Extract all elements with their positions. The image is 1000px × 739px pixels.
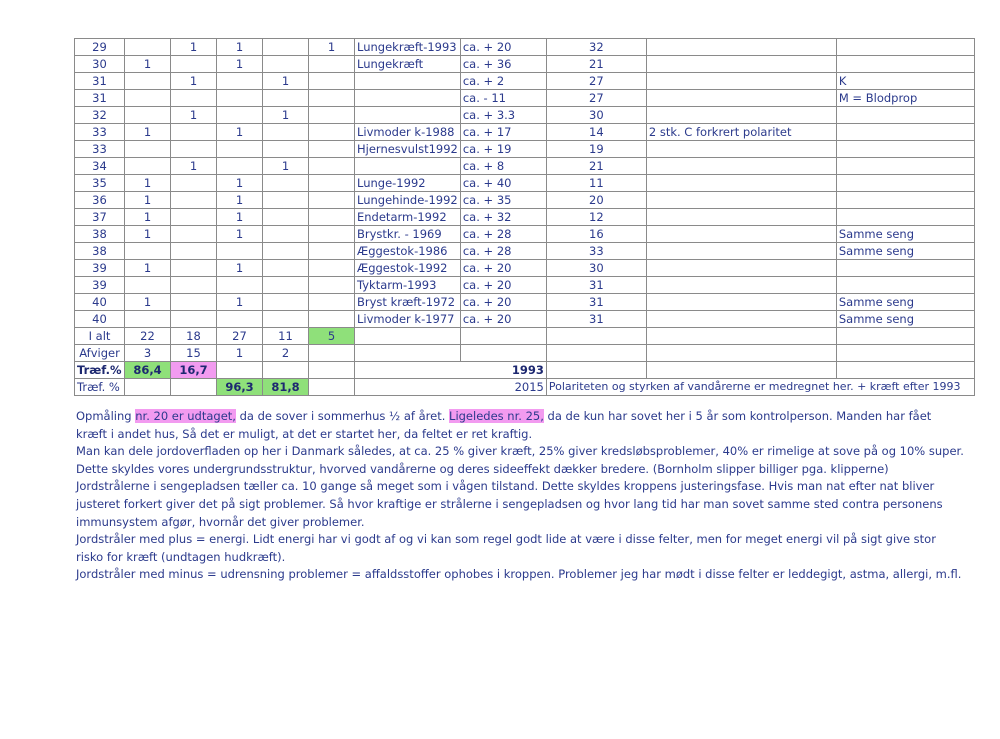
table-cell [217, 311, 263, 328]
table-cell: ca. + 19 [460, 141, 546, 158]
table-cell: 27 [546, 73, 646, 90]
table-cell [217, 158, 263, 175]
table-cell [309, 192, 355, 209]
table-cell [217, 141, 263, 158]
data-table [74, 38, 975, 396]
summary-label: I alt [75, 328, 125, 345]
table-cell [646, 226, 836, 243]
table-cell [263, 311, 309, 328]
table-cell [263, 141, 309, 158]
table-cell [171, 277, 217, 294]
table-row [75, 90, 975, 107]
table-cell [836, 175, 974, 192]
note-line: justeret forkert giver det på sigt problemer. Så hvor kraftige er strålerne i sengepladsen og hvor lang tid har man sovet samme sted contra personens [76, 496, 943, 511]
table-cell: 29 [75, 39, 125, 56]
table-cell [263, 243, 309, 260]
table-cell: 1 [217, 39, 263, 56]
table-cell: 1 [309, 39, 355, 56]
table-cell [646, 311, 836, 328]
table-cell [836, 39, 974, 56]
table-cell [171, 141, 217, 158]
table-cell: 16 [546, 226, 646, 243]
table-cell: 31 [75, 73, 125, 90]
table-cell [646, 73, 836, 90]
table-cell: 1 [217, 294, 263, 311]
note-line: risko for kræft (undtagen hudkræft). [76, 549, 286, 564]
summary-cell-highlighted: 86,4 [125, 362, 171, 379]
table-cell: Samme seng [836, 243, 974, 260]
table-cell [309, 73, 355, 90]
table-cell [217, 90, 263, 107]
table-cell [836, 141, 974, 158]
table-cell: 38 [75, 243, 125, 260]
table-body [75, 39, 975, 328]
table-cell: Endetarm-1992 [355, 209, 461, 226]
summary-cell-highlighted: 96,3 [217, 379, 263, 396]
table-cell [646, 209, 836, 226]
table-cell: K [836, 73, 974, 90]
table-cell: 2 stk. C forkrert polaritet [646, 124, 836, 141]
note-line: immunsystem afgør, hvornår det giver problemer. [76, 514, 365, 529]
table-cell [171, 226, 217, 243]
table-cell [355, 158, 461, 175]
table-cell: ca. + 36 [460, 56, 546, 73]
table-cell: 39 [75, 260, 125, 277]
table-cell [836, 277, 974, 294]
table-cell [125, 73, 171, 90]
table-cell [836, 209, 974, 226]
table-cell [309, 107, 355, 124]
table-cell: ca. + 20 [460, 277, 546, 294]
table-cell [171, 311, 217, 328]
summary-cell-highlighted: 16,7 [171, 362, 217, 379]
table-cell: Samme seng [836, 311, 974, 328]
table-cell [646, 90, 836, 107]
note-text: Opmåling [76, 409, 136, 423]
table-cell [309, 175, 355, 192]
table-cell: 39 [75, 277, 125, 294]
summary-label: Træf.% [75, 362, 125, 379]
highlight-nr-25: Ligeledes nr. 25, [449, 409, 544, 423]
summary-cell: 1 [217, 345, 263, 362]
table-cell: 1 [217, 260, 263, 277]
table-cell: 1 [171, 158, 217, 175]
table-cell: Lungehinde-1992 [355, 192, 461, 209]
table-cell: 31 [75, 90, 125, 107]
summary-cell: 22 [125, 328, 171, 345]
summary-row-afviger [75, 345, 975, 362]
table-row [75, 260, 975, 277]
table-cell [646, 277, 836, 294]
table-row [75, 311, 975, 328]
table-cell: 38 [75, 226, 125, 243]
table-cell: ca. + 32 [460, 209, 546, 226]
table-cell [171, 243, 217, 260]
table-row [75, 107, 975, 124]
table-cell: Samme seng [836, 294, 974, 311]
highlight-nr-20: nr. 20 er udtaget, [135, 409, 236, 423]
notes-text [76, 408, 964, 584]
note-line: Dette skyldes vores undergrundsstruktur, hvorved vandårerne og deres sideeffekt dækker bredere. (Bornholm slipper billiger pga. klipperne) [76, 461, 889, 476]
table-cell: ca. + 3.3 [460, 107, 546, 124]
table-cell [125, 141, 171, 158]
table-row [75, 73, 975, 90]
table-cell [125, 243, 171, 260]
table-cell [171, 209, 217, 226]
table-row [75, 56, 975, 73]
table-cell [309, 226, 355, 243]
table-cell [836, 158, 974, 175]
table-cell [836, 192, 974, 209]
table-row [75, 243, 975, 260]
table-cell: ca. + 35 [460, 192, 546, 209]
table-cell: 20 [546, 192, 646, 209]
table-row [75, 226, 975, 243]
table-cell [263, 294, 309, 311]
table-cell: 1 [217, 226, 263, 243]
table-cell: 1 [125, 209, 171, 226]
table-cell [125, 90, 171, 107]
table-row [75, 124, 975, 141]
table-cell [125, 311, 171, 328]
table-cell: 1 [263, 107, 309, 124]
table-cell: Tyktarm-1993 [355, 277, 461, 294]
table-cell [171, 294, 217, 311]
table-cell [646, 243, 836, 260]
year-cell: 2015 [355, 379, 547, 396]
note-line: Jordstråler med minus = udrensning problemer = affaldsstoffer ophobes i kroppen. Problemer jeg har mødt i disse felter er leddegigt, astma, allergi, m.fl. [76, 567, 962, 582]
table-cell: 34 [75, 158, 125, 175]
note-text: da de kun har sovet her i 5 år som kontrolperson. Manden har fået [543, 409, 932, 423]
summary-cell-highlighted: 81,8 [263, 379, 309, 396]
summary-cell: 27 [217, 328, 263, 345]
summary-cell: 2 [263, 345, 309, 362]
table-cell: 32 [75, 107, 125, 124]
table-cell: 32 [546, 39, 646, 56]
table-cell: 21 [546, 158, 646, 175]
table-cell: 1 [217, 124, 263, 141]
table-cell: Lungekræft [355, 56, 461, 73]
table-cell: 31 [546, 277, 646, 294]
table-row [75, 294, 975, 311]
table-cell: Hjernesvulst1992 [355, 141, 461, 158]
table-cell [263, 56, 309, 73]
table-cell [217, 107, 263, 124]
table-cell: M = Blodprop [836, 90, 974, 107]
table-cell [646, 158, 836, 175]
table-cell [125, 158, 171, 175]
table-cell: Livmoder k-1988 [355, 124, 461, 141]
table-cell: Lunge-1992 [355, 175, 461, 192]
table-cell: 30 [546, 107, 646, 124]
summary-cell: 18 [171, 328, 217, 345]
table-cell: 37 [75, 209, 125, 226]
table-cell: 1 [217, 192, 263, 209]
table-row [75, 209, 975, 226]
summary-row-i-alt [75, 328, 975, 345]
table-cell [646, 294, 836, 311]
table-cell [263, 209, 309, 226]
table-cell [836, 260, 974, 277]
note-line [76, 408, 936, 426]
table-cell: ca. + 28 [460, 226, 546, 243]
table-cell [217, 277, 263, 294]
table-cell: 27 [546, 90, 646, 107]
table-cell: 31 [546, 311, 646, 328]
table-cell: Æggestok-1986 [355, 243, 461, 260]
note-text: da de sover i sommerhus ½ af året. [235, 409, 450, 423]
table-cell: ca. + 8 [460, 158, 546, 175]
summary-cell-highlighted: 5 [309, 328, 355, 345]
table-cell [309, 209, 355, 226]
table-cell: 1 [125, 192, 171, 209]
table-cell [355, 90, 461, 107]
table-cell [125, 107, 171, 124]
table-cell: Samme seng [836, 226, 974, 243]
table-cell [171, 260, 217, 277]
table-cell: 1 [171, 39, 217, 56]
table-cell: 1 [125, 294, 171, 311]
table-cell [171, 124, 217, 141]
summary-cell: 11 [263, 328, 309, 345]
table-cell: Livmoder k-1977 [355, 311, 461, 328]
year-cell: 1993 [355, 362, 547, 379]
table-cell [836, 107, 974, 124]
table-cell: ca. + 40 [460, 175, 546, 192]
table-row [75, 175, 975, 192]
table-cell: 1 [125, 226, 171, 243]
table-cell [309, 158, 355, 175]
table-cell: 1 [125, 175, 171, 192]
table-cell [263, 260, 309, 277]
table-cell [263, 175, 309, 192]
table-cell: 31 [546, 294, 646, 311]
table-cell: 1 [217, 56, 263, 73]
table-cell: 19 [546, 141, 646, 158]
table-cell [646, 56, 836, 73]
table-cell: 33 [75, 124, 125, 141]
table-cell [217, 73, 263, 90]
table-cell: 1 [263, 73, 309, 90]
table-cell [171, 192, 217, 209]
table-row [75, 277, 975, 294]
table-cell: 1 [171, 73, 217, 90]
table-cell [125, 277, 171, 294]
table-cell: ca. + 17 [460, 124, 546, 141]
table-cell [309, 56, 355, 73]
table-cell: 12 [546, 209, 646, 226]
table-row [75, 39, 975, 56]
table-cell [171, 56, 217, 73]
table-cell [263, 39, 309, 56]
table-cell [309, 260, 355, 277]
table-cell [263, 226, 309, 243]
table-row [75, 192, 975, 209]
table-cell: 21 [546, 56, 646, 73]
summary-label: Træf. % [75, 379, 125, 396]
table-cell: ca. + 20 [460, 311, 546, 328]
table-cell [646, 192, 836, 209]
note-line: Jordstråler med plus = energi. Lidt energi har vi godt af og vi kan som regel godt lide at være i disse felter, men for meget energi vil på sigt give stor [76, 532, 936, 547]
table-cell [125, 39, 171, 56]
table-cell: ca. + 20 [460, 294, 546, 311]
table-cell: ca. + 20 [460, 39, 546, 56]
table-cell [646, 39, 836, 56]
table-cell: 11 [546, 175, 646, 192]
table-cell: Brystkr. - 1969 [355, 226, 461, 243]
summary-cell: 15 [171, 345, 217, 362]
table-cell [309, 311, 355, 328]
note-line: kræft i andet hus, Så det er muligt, at det er startet her, da feltet er ret kraftig. [76, 426, 533, 441]
table-cell [355, 73, 461, 90]
table-cell: 40 [75, 294, 125, 311]
table-row [75, 141, 975, 158]
note-line: Man kan dele jordoverfladen op her i Danmark således, at ca. 25 % giver kræft, 25% giver kredsløbsproblemer, 40% er rimelige at sove på og 10% super. [76, 444, 964, 459]
table-cell [217, 243, 263, 260]
table-cell [263, 192, 309, 209]
table-cell [646, 175, 836, 192]
table-cell: Bryst kræft-1972 [355, 294, 461, 311]
table-cell [171, 175, 217, 192]
table-cell [355, 107, 461, 124]
summary-row-traef-2 [75, 379, 975, 396]
table-cell: 1 [171, 107, 217, 124]
summary-row-traef-1 [75, 362, 975, 379]
table-cell [309, 90, 355, 107]
table-cell [836, 124, 974, 141]
table-cell: 1 [217, 209, 263, 226]
table-cell: 33 [75, 141, 125, 158]
table-cell: 36 [75, 192, 125, 209]
table-cell: Æggestok-1992 [355, 260, 461, 277]
table-cell: 40 [75, 311, 125, 328]
table-cell: ca. + 28 [460, 243, 546, 260]
table-cell: ca. - 11 [460, 90, 546, 107]
table-cell [646, 141, 836, 158]
table-cell [263, 277, 309, 294]
table-cell: 14 [546, 124, 646, 141]
polarity-note: Polariteten og styrken af vandårerne er medregnet her. + kræft efter 1993 [546, 379, 974, 396]
note-line: Jordstrålerne i sengepladsen tæller ca. 10 gange så meget som i vågen tilstand. Dette skyldes kroppens justeringsfase. Hvis man nat efter nat bliver [76, 479, 935, 494]
table-cell [263, 90, 309, 107]
table-cell: 1 [125, 124, 171, 141]
table-cell: 1 [125, 56, 171, 73]
table-cell [646, 107, 836, 124]
table-cell: 1 [125, 260, 171, 277]
table-cell: 35 [75, 175, 125, 192]
table-cell: ca. + 20 [460, 260, 546, 277]
table-cell [263, 124, 309, 141]
table-cell [309, 277, 355, 294]
table-cell [836, 56, 974, 73]
table-cell [171, 90, 217, 107]
table-cell [309, 243, 355, 260]
table-cell: ca. + 2 [460, 73, 546, 90]
table-cell [309, 124, 355, 141]
table-cell [309, 141, 355, 158]
table-cell: 1 [217, 175, 263, 192]
table-cell: 1 [263, 158, 309, 175]
table-cell [646, 260, 836, 277]
summary-label: Afviger [75, 345, 125, 362]
table-cell: 30 [546, 260, 646, 277]
table-row [75, 158, 975, 175]
table-cell: 30 [75, 56, 125, 73]
summary-cell: 3 [125, 345, 171, 362]
table-cell: Lungekræft-1993 [355, 39, 461, 56]
table-cell: 33 [546, 243, 646, 260]
table-summary [75, 328, 975, 396]
table-cell [309, 294, 355, 311]
